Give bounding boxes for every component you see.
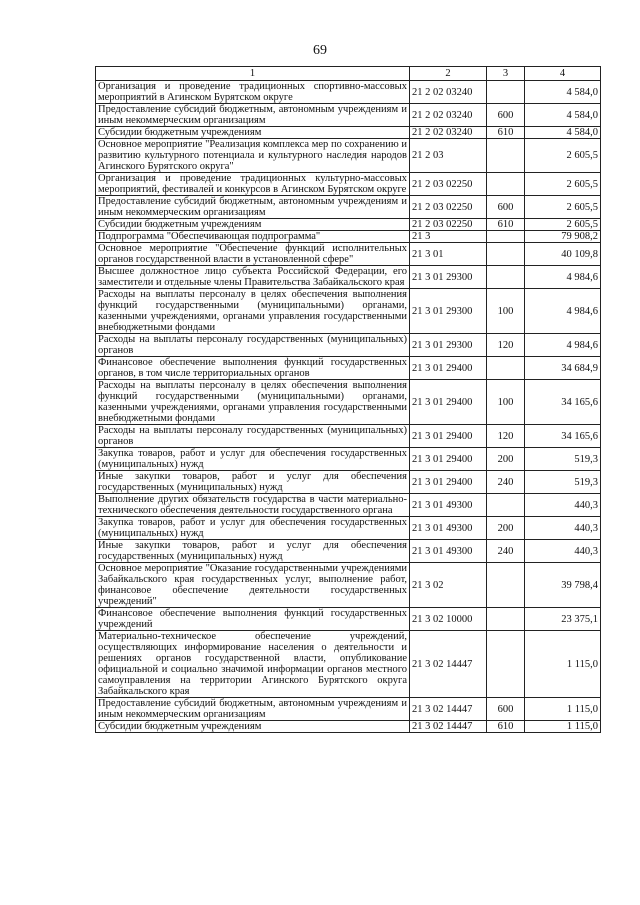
table-row [96,540,601,563]
row-code-cell: 21 2 02 03240 [410,127,487,139]
row-amount-cell: 4 584,0 [525,127,601,139]
row-amount-cell: 34 165,6 [525,380,601,425]
row-code-cell: 21 3 [410,231,487,243]
row-amount-cell: 23 375,1 [525,608,601,631]
row-type-cell: 200 [487,517,525,540]
row-name-cell: Предоставление субсидий бюджетным, автономным учреждениям и иным некоммерческим организациям [96,698,410,721]
table-row [96,563,601,608]
row-type-cell: 610 [487,127,525,139]
row-type-cell: 200 [487,448,525,471]
row-type-cell [487,266,525,289]
column-header-amount: 4 [525,67,601,81]
row-amount-cell: 40 109,8 [525,243,601,266]
row-type-cell [487,631,525,698]
row-amount-cell: 1 115,0 [525,698,601,721]
row-code-cell: 21 3 02 14447 [410,721,487,733]
row-amount-cell: 34 684,9 [525,357,601,380]
row-type-cell [487,81,525,104]
table-header-row [96,67,601,81]
row-type-cell: 100 [487,289,525,334]
row-code-cell: 21 3 01 29300 [410,334,487,357]
row-type-cell: 120 [487,334,525,357]
row-amount-cell: 1 115,0 [525,721,601,733]
row-code-cell: 21 3 02 14447 [410,698,487,721]
row-name-cell: Финансовое обеспечение выполнения функций государственных органов, в том числе территориальных органов [96,357,410,380]
row-type-cell: 600 [487,698,525,721]
row-amount-cell: 519,3 [525,471,601,494]
row-code-cell: 21 2 03 [410,139,487,173]
row-type-cell [487,563,525,608]
table-row [96,608,601,631]
table-row [96,494,601,517]
column-header-name: 1 [96,67,410,81]
table-row [96,721,601,733]
row-amount-cell: 2 605,5 [525,196,601,219]
row-name-cell: Закупка товаров, работ и услуг для обеспечения государственных (муниципальных) нужд [96,517,410,540]
row-type-cell: 600 [487,104,525,127]
table-row [96,289,601,334]
row-type-cell: 120 [487,425,525,448]
row-code-cell: 21 3 01 29400 [410,448,487,471]
table-row [96,380,601,425]
table-row [96,334,601,357]
row-type-cell: 240 [487,540,525,563]
row-amount-cell: 4 984,6 [525,266,601,289]
row-name-cell: Иные закупки товаров, работ и услуг для обеспечения государственных (муниципальных) нужд [96,471,410,494]
row-code-cell: 21 3 01 49300 [410,517,487,540]
column-header-type: 3 [487,67,525,81]
table-row [96,127,601,139]
table-row [96,104,601,127]
table-row [96,357,601,380]
row-name-cell: Основное мероприятие "Оказание государственными учреждениями Забайкальского края государственных услуг, выполнение работ, финансовое обеспечение деятельности государственных учреждений" [96,563,410,608]
row-amount-cell: 519,3 [525,448,601,471]
row-name-cell: Субсидии бюджетным учреждениям [96,127,410,139]
row-name-cell: Основное мероприятие "Реализация комплекса мер по сохранению и развитию культурного потенциала и культурного наследия народов Агинского Бурятского округа" [96,139,410,173]
row-code-cell: 21 3 01 [410,243,487,266]
row-name-cell: Финансовое обеспечение выполнения функций государственных учреждений [96,608,410,631]
row-type-cell: 600 [487,196,525,219]
row-name-cell: Материально-техническое обеспечение учреждений, осуществляющих информирование населения о деятельности и решениях органов государственной власти, опубликование официальной и социально значимой информации органов местного самоуправления на территории Агинского Бурятского округа Забайкальского края [96,631,410,698]
table-row [96,139,601,173]
row-code-cell: 21 3 02 14447 [410,631,487,698]
row-code-cell: 21 2 02 03240 [410,81,487,104]
row-type-cell [487,173,525,196]
table-row [96,266,601,289]
row-code-cell: 21 3 01 29400 [410,380,487,425]
row-type-cell: 100 [487,380,525,425]
row-name-cell: Субсидии бюджетным учреждениям [96,721,410,733]
row-amount-cell: 34 165,6 [525,425,601,448]
table-row [96,448,601,471]
row-code-cell: 21 3 02 10000 [410,608,487,631]
row-code-cell: 21 3 01 29400 [410,425,487,448]
row-code-cell: 21 3 01 29300 [410,266,487,289]
page-number: 69 [313,43,327,58]
row-amount-cell: 2 605,5 [525,139,601,173]
row-amount-cell: 79 908,2 [525,231,601,243]
row-amount-cell: 440,3 [525,540,601,563]
row-name-cell: Расходы на выплаты персоналу в целях обеспечения выполнения функций государственными (муниципальными) органами, казенными учреждениями, органами управления государственными внебюджетными фондами [96,289,410,334]
row-amount-cell: 4 584,0 [525,104,601,127]
row-amount-cell: 2 605,5 [525,219,601,231]
table-row [96,517,601,540]
row-code-cell: 21 3 01 49300 [410,540,487,563]
row-name-cell: Высшее должностное лицо субъекта Российской Федерации, его заместители и отдельные члены Правительства Забайкальского края [96,266,410,289]
row-name-cell: Расходы на выплаты персоналу в целях обеспечения выполнения функций государственными (муниципальными) органами, казенными учреждениями, органами управления государственными внебюджетными фондами [96,380,410,425]
row-name-cell: Расходы на выплаты персоналу государственных (муниципальных) органов [96,334,410,357]
row-type-cell: 240 [487,471,525,494]
table-row [96,471,601,494]
row-code-cell: 21 3 02 [410,563,487,608]
row-name-cell: Субсидии бюджетным учреждениям [96,219,410,231]
row-amount-cell: 1 115,0 [525,631,601,698]
row-type-cell: 610 [487,219,525,231]
row-code-cell: 21 2 03 02250 [410,173,487,196]
row-type-cell [487,231,525,243]
table-body [96,81,601,733]
row-name-cell: Закупка товаров, работ и услуг для обеспечения государственных (муниципальных) нужд [96,448,410,471]
table-row [96,173,601,196]
row-name-cell: Выполнение других обязательств государства в части материально-технического обеспечения деятельности государственного органа [96,494,410,517]
row-name-cell: Организация и проведение традиционных культурно-массовых мероприятий, фестивалей и конкурсов в Агинском Бурятском округе [96,173,410,196]
table-row [96,243,601,266]
row-code-cell: 21 3 01 29400 [410,471,487,494]
row-code-cell: 21 3 01 29300 [410,289,487,334]
table-row [96,231,601,243]
column-header-code: 2 [410,67,487,81]
row-code-cell: 21 3 01 29400 [410,357,487,380]
row-amount-cell: 440,3 [525,517,601,540]
row-amount-cell: 440,3 [525,494,601,517]
row-amount-cell: 4 984,6 [525,334,601,357]
row-code-cell: 21 2 02 03240 [410,104,487,127]
table-row [96,631,601,698]
row-type-cell [487,494,525,517]
budget-table [95,66,601,733]
row-name-cell: Предоставление субсидий бюджетным, автономным учреждениям и иным некоммерческим организациям [96,196,410,219]
row-type-cell: 610 [487,721,525,733]
row-name-cell: Иные закупки товаров, работ и услуг для обеспечения государственных (муниципальных) нужд [96,540,410,563]
row-name-cell: Предоставление субсидий бюджетным, автономным учреждениям и иным некоммерческим организациям [96,104,410,127]
row-type-cell [487,243,525,266]
table-row [96,81,601,104]
row-code-cell: 21 2 03 02250 [410,219,487,231]
table-row [96,425,601,448]
row-type-cell [487,139,525,173]
table-row [96,219,601,231]
row-name-cell: Расходы на выплаты персоналу государственных (муниципальных) органов [96,425,410,448]
row-amount-cell: 4 984,6 [525,289,601,334]
row-code-cell: 21 3 01 49300 [410,494,487,517]
row-name-cell: Основное мероприятие "Обеспечение функций исполнительных органов государственной власти в установленной сфере" [96,243,410,266]
row-amount-cell: 39 798,4 [525,563,601,608]
row-code-cell: 21 2 03 02250 [410,196,487,219]
table-row [96,698,601,721]
row-amount-cell: 4 584,0 [525,81,601,104]
table-row [96,196,601,219]
row-name-cell: Подпрограмма "Обеспечивающая подпрограмма" [96,231,410,243]
row-type-cell [487,357,525,380]
row-type-cell [487,608,525,631]
row-amount-cell: 2 605,5 [525,173,601,196]
row-name-cell: Организация и проведение традиционных спортивно-массовых мероприятий в Агинском Бурятском округе [96,81,410,104]
